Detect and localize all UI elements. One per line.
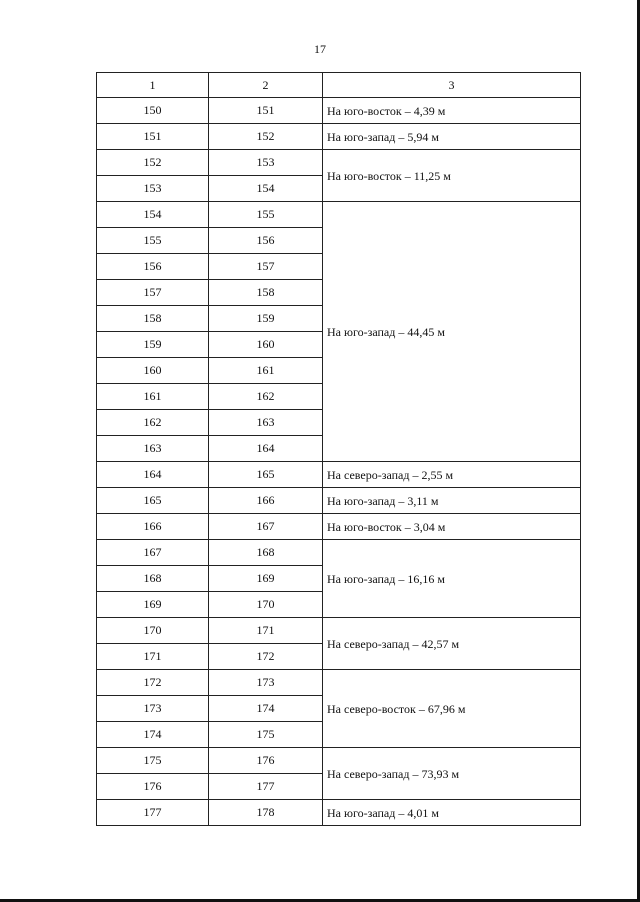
column-header-2: 2 <box>209 73 323 98</box>
start-point-cell: 177 <box>97 800 209 826</box>
start-point-cell: 168 <box>97 566 209 592</box>
end-point-cell: 178 <box>209 800 323 826</box>
table-row <box>97 124 581 150</box>
table-row <box>97 514 581 540</box>
end-point-cell: 161 <box>209 358 323 384</box>
table-row <box>97 670 581 696</box>
end-point-cell: 169 <box>209 566 323 592</box>
end-point-cell: 175 <box>209 722 323 748</box>
start-point-cell: 174 <box>97 722 209 748</box>
direction-distance-cell: На северо-запад – 73,93 м <box>323 748 581 800</box>
table-row <box>97 540 581 566</box>
end-point-cell: 157 <box>209 254 323 280</box>
end-point-cell: 172 <box>209 644 323 670</box>
start-point-cell: 159 <box>97 332 209 358</box>
end-point-cell: 155 <box>209 202 323 228</box>
end-point-cell: 168 <box>209 540 323 566</box>
start-point-cell: 157 <box>97 280 209 306</box>
start-point-cell: 175 <box>97 748 209 774</box>
end-point-cell: 171 <box>209 618 323 644</box>
start-point-cell: 158 <box>97 306 209 332</box>
start-point-cell: 154 <box>97 202 209 228</box>
start-point-cell: 155 <box>97 228 209 254</box>
end-point-cell: 160 <box>209 332 323 358</box>
start-point-cell: 176 <box>97 774 209 800</box>
end-point-cell: 166 <box>209 488 323 514</box>
start-point-cell: 167 <box>97 540 209 566</box>
table-row <box>97 488 581 514</box>
direction-distance-cell: На юго-восток – 4,39 м <box>323 98 581 124</box>
end-point-cell: 163 <box>209 410 323 436</box>
start-point-cell: 164 <box>97 462 209 488</box>
direction-distance-cell: На северо-запад – 42,57 м <box>323 618 581 670</box>
end-point-cell: 174 <box>209 696 323 722</box>
direction-distance-cell: На северо-восток – 67,96 м <box>323 670 581 748</box>
table-row <box>97 150 581 176</box>
table-row <box>97 98 581 124</box>
start-point-cell: 162 <box>97 410 209 436</box>
end-point-cell: 165 <box>209 462 323 488</box>
start-point-cell: 172 <box>97 670 209 696</box>
direction-distance-cell: На юго-восток – 11,25 м <box>323 150 581 202</box>
start-point-cell: 160 <box>97 358 209 384</box>
table-body <box>97 98 581 826</box>
direction-distance-cell: На юго-восток – 3,04 м <box>323 514 581 540</box>
table-row <box>97 618 581 644</box>
start-point-cell: 150 <box>97 98 209 124</box>
end-point-cell: 156 <box>209 228 323 254</box>
end-point-cell: 176 <box>209 748 323 774</box>
end-point-cell: 158 <box>209 280 323 306</box>
end-point-cell: 162 <box>209 384 323 410</box>
end-point-cell: 159 <box>209 306 323 332</box>
direction-distance-cell: На юго-запад – 44,45 м <box>323 202 581 462</box>
page-number: 17 <box>314 42 326 56</box>
boundary-table <box>96 72 581 826</box>
end-point-cell: 164 <box>209 436 323 462</box>
start-point-cell: 173 <box>97 696 209 722</box>
end-point-cell: 153 <box>209 150 323 176</box>
end-point-cell: 170 <box>209 592 323 618</box>
table-row <box>97 202 581 228</box>
direction-distance-cell: На юго-запад – 16,16 м <box>323 540 581 618</box>
start-point-cell: 170 <box>97 618 209 644</box>
start-point-cell: 163 <box>97 436 209 462</box>
start-point-cell: 161 <box>97 384 209 410</box>
direction-distance-cell: На юго-запад – 3,11 м <box>323 488 581 514</box>
direction-distance-cell: На юго-запад – 5,94 м <box>323 124 581 150</box>
table-header-row <box>97 73 581 98</box>
end-point-cell: 177 <box>209 774 323 800</box>
end-point-cell: 151 <box>209 98 323 124</box>
start-point-cell: 153 <box>97 176 209 202</box>
table-row <box>97 748 581 774</box>
end-point-cell: 173 <box>209 670 323 696</box>
start-point-cell: 166 <box>97 514 209 540</box>
table-row <box>97 800 581 826</box>
start-point-cell: 156 <box>97 254 209 280</box>
start-point-cell: 151 <box>97 124 209 150</box>
column-header-1: 1 <box>97 73 209 98</box>
start-point-cell: 171 <box>97 644 209 670</box>
end-point-cell: 167 <box>209 514 323 540</box>
start-point-cell: 152 <box>97 150 209 176</box>
end-point-cell: 152 <box>209 124 323 150</box>
table-row <box>97 462 581 488</box>
direction-distance-cell: На юго-запад – 4,01 м <box>323 800 581 826</box>
direction-distance-cell: На северо-запад – 2,55 м <box>323 462 581 488</box>
start-point-cell: 165 <box>97 488 209 514</box>
column-header-3: 3 <box>323 73 581 98</box>
start-point-cell: 169 <box>97 592 209 618</box>
end-point-cell: 154 <box>209 176 323 202</box>
